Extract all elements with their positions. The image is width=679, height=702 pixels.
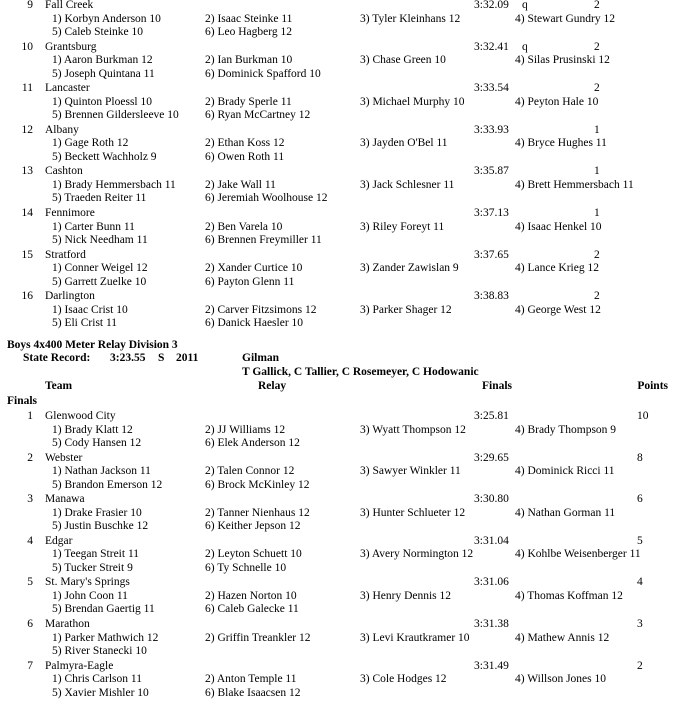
team-name: Albany [45,123,79,136]
column-header-team: Team [45,380,73,392]
runner-name: 5) Eli Crist 11 [52,317,118,330]
place-number: 16 [21,290,33,303]
runner-name: 2) JJ Williams 12 [205,423,286,436]
round-label: Finals [7,395,38,407]
runner-name: 2) Ian Burkman 10 [205,54,293,67]
place-number: 2 [27,451,33,464]
runner-name: 5) Garrett Zuelke 10 [52,275,147,288]
qualifier-mark: q [522,40,528,53]
team-name: St. Mary's Springs [45,576,130,589]
runner-name: 3) Henry Dennis 12 [360,589,452,602]
heat-number: 2 [594,290,600,303]
team-name: Webster [45,451,83,464]
runner-name: 6) Ty Schnelle 10 [205,561,287,574]
final-time: 3:35.87 [474,165,509,178]
runner-name: 4) Mathew Annis 12 [515,631,610,644]
runner-name: 3) Parker Shager 12 [360,303,452,316]
runner-name: 6) Owen Roth 11 [205,150,285,163]
points-value: 8 [637,451,643,464]
final-time: 3:32.09 [474,0,509,11]
team-name: Marathon [45,618,90,630]
runner-name: 2) Griffin Treankler 12 [205,631,311,644]
runner-name: 2) Hazen Norton 10 [205,589,297,602]
heat-number: 2 [594,248,600,261]
runner-name: 5) Beckett Wachholz 9 [52,150,157,163]
runner-name: 5) Joseph Quintana 11 [52,67,155,80]
runner-name: 1) Drake Frasier 10 [52,506,142,519]
runner-name: 6) Keither Jepson 12 [205,520,301,533]
runner-name: 3) Jayden O'Bel 11 [360,137,448,150]
team-name: Darlington [45,290,95,303]
runner-name: 5) Traeden Reiter 11 [52,192,147,205]
runner-name: 5) River Stanecki 10 [52,645,147,657]
runner-name: 5) Brandon Emerson 12 [52,478,163,491]
team-name: Stratford [45,248,86,261]
points-value: 2 [637,659,643,672]
heat-number: 1 [594,123,600,136]
runner-name: 4) Peyton Hale 10 [515,95,599,108]
runner-name: 6) Caleb Galecke 11 [205,603,299,616]
runner-name: 2) Isaac Steinke 11 [205,12,293,25]
runner-name: 2) Jake Wall 11 [205,178,276,191]
runner-name: 5) Tucker Streit 9 [52,561,133,574]
team-name: Edgar [45,534,73,547]
place-number: 12 [21,123,33,136]
runner-name: 4) Thomas Koffman 12 [515,589,623,602]
team-name: Cashton [45,165,83,178]
runner-name: 4) Silas Prusinski 12 [515,54,610,67]
runner-name: 2) Brady Sperle 11 [205,95,292,108]
runner-name: 1) Isaac Crist 10 [52,303,128,316]
place-number: 3 [27,493,33,506]
runner-name: 4) Stewart Gundry 12 [515,12,615,25]
place-number: 15 [21,248,33,261]
final-time: 3:31.49 [474,659,509,672]
place-number: 11 [21,82,33,95]
runner-name: 1) Conner Weigel 12 [52,262,148,275]
final-time: 3:32.41 [474,40,509,53]
runner-name: 3) Michael Murphy 10 [360,95,465,108]
runner-name: 5) Nick Needham 11 [52,234,148,246]
runner-name: 2) Carver Fitzsimons 12 [205,303,317,316]
runner-name: 5) Justin Buschke 12 [52,520,149,533]
heat-number: 2 [594,40,600,53]
place-number: 9 [27,0,33,11]
team-name: Grantsburg [45,40,97,53]
heat-number: 1 [594,207,600,219]
team-name: Palmyra-Eagle [45,659,114,672]
team-name: Glenwood City [45,410,116,422]
team-name: Fall Creek [45,0,94,11]
record-code: S [158,352,165,364]
runner-name: 3) Hunter Schlueter 12 [360,506,466,519]
place-number: 7 [27,659,33,672]
runner-name: 2) Ben Varela 10 [205,220,283,233]
final-time: 3:37.65 [474,248,509,261]
runner-name: 5) Xavier Mishler 10 [52,686,149,699]
runner-name: 3) Chase Green 10 [360,54,446,67]
runner-name: 4) Bryce Hughes 11 [515,137,607,150]
points-value: 10 [637,410,649,422]
runner-name: 4) George West 12 [515,303,601,316]
place-number: 1 [27,410,33,422]
record-school: Gilman [242,352,280,364]
runner-name: 2) Talen Connor 12 [205,465,295,478]
runner-name: 2) Xander Curtice 10 [205,262,303,275]
runner-name: 1) Quinton Ploessl 10 [52,95,152,108]
runner-name: 6) Blake Isaacsen 12 [205,686,301,699]
runner-name: 3) Avery Normington 12 [360,548,474,561]
points-value: 6 [637,493,643,506]
runner-name: 1) Parker Mathwich 12 [52,631,159,644]
final-time: 3:31.38 [474,618,509,630]
final-time: 3:37.13 [474,207,509,219]
heat-number: 2 [594,82,600,95]
runner-name: 6) Brock McKinley 12 [205,478,310,491]
place-number: 14 [21,207,33,219]
runner-name: 4) Isaac Henkel 10 [515,220,602,233]
final-time: 3:25.81 [474,410,509,422]
runner-name: 4) Dominick Ricci 11 [515,465,615,478]
runner-name: 3) Sawyer Winkler 11 [360,465,461,478]
points-value: 3 [637,618,643,630]
runner-name: 3) Wyatt Thompson 12 [360,423,466,436]
team-name: Lancaster [45,82,90,95]
column-header-finals: Finals [482,380,513,392]
runner-name: 3) Riley Foreyt 11 [360,220,445,233]
runner-name: 1) Gage Roth 12 [52,137,129,150]
runner-name: 3) Zander Zawislan 9 [360,262,459,275]
runner-name: 1) John Coon 11 [52,589,128,602]
runner-name: 2) Tanner Nienhaus 12 [205,506,310,519]
team-name: Manawa [45,493,85,506]
runner-name: 1) Korbyn Anderson 10 [52,12,161,25]
place-number: 13 [21,165,33,178]
heat-number: 1 [594,165,600,178]
runner-name: 1) Brady Klatt 12 [52,423,133,436]
place-number: 5 [27,576,33,589]
column-header-relay: Relay [258,380,287,392]
place-number: 6 [27,618,33,630]
runner-name: 6) Ryan McCartney 12 [205,109,311,122]
runner-name: 1) Nathan Jackson 11 [52,465,151,478]
runner-name: 4) Nathan Gorman 11 [515,506,616,519]
runner-name: 6) Jeremiah Woolhouse 12 [205,192,328,205]
runner-name: 5) Caleb Steinke 10 [52,26,144,38]
final-time: 3:30.80 [474,493,509,506]
team-name: Fennimore [45,207,95,219]
runner-name: 2) Leyton Schuett 10 [205,548,302,561]
qualifier-mark: q [522,0,528,11]
place-number: 10 [21,40,33,53]
runner-name: 4) Brady Thompson 9 [515,423,617,436]
runner-name: 2) Anton Temple 11 [205,673,297,686]
final-time: 3:33.93 [474,123,509,136]
runner-name: 6) Leo Hagberg 12 [205,26,292,38]
runner-name: 1) Aaron Burkman 12 [52,54,153,67]
runner-name: 1) Brady Hemmersbach 11 [52,178,176,191]
points-value: 4 [637,576,643,589]
record-label: State Record: [23,352,91,364]
runner-name: 6) Brennen Freymiller 11 [205,234,322,246]
final-time: 3:38.83 [474,290,509,303]
place-number: 4 [27,534,33,547]
final-time: 3:31.06 [474,576,509,589]
runner-name: 6) Elek Anderson 12 [205,437,300,449]
runner-name: 4) Brett Hemmersbach 11 [515,178,634,191]
record-year: 2011 [176,352,199,364]
runner-name: 6) Dominick Spafford 10 [205,67,321,80]
runner-name: 5) Brendan Gaertig 11 [52,603,155,616]
runner-name: 3) Levi Krautkramer 10 [360,631,470,644]
final-time: 3:33.54 [474,82,509,95]
column-header-points: Points [637,380,668,392]
runner-name: 6) Danick Haesler 10 [205,317,304,330]
runner-name: 3) Cole Hodges 12 [360,673,447,686]
runner-name: 5) Brennen Gildersleeve 10 [52,109,179,122]
record-runners: T Gallick, C Tallier, C Rosemeyer, C Hodowanic [242,366,479,378]
runner-name: 3) Tyler Kleinhans 12 [360,12,461,25]
points-value: 5 [637,534,643,547]
runner-name: 4) Willson Jones 10 [515,673,607,686]
final-time: 3:29.65 [474,451,509,464]
runner-name: 1) Teegan Streit 11 [52,548,140,561]
runner-name: 6) Payton Glenn 11 [205,275,295,288]
runner-name: 3) Jack Schlesner 11 [360,178,455,191]
runner-name: 5) Cody Hansen 12 [52,437,142,449]
final-time: 3:31.04 [474,534,509,547]
runner-name: 4) Lance Krieg 12 [515,262,599,275]
record-time: 3:23.55 [110,352,146,364]
runner-name: 2) Ethan Koss 12 [205,137,285,150]
runner-name: 4) Kohlbe Weisenberger 11 [515,548,641,561]
heat-number: 2 [594,0,600,11]
event-title: Boys 4x400 Meter Relay Division 3 [7,339,178,351]
runner-name: 1) Chris Carlson 11 [52,673,142,686]
runner-name: 1) Carter Bunn 11 [52,220,135,233]
